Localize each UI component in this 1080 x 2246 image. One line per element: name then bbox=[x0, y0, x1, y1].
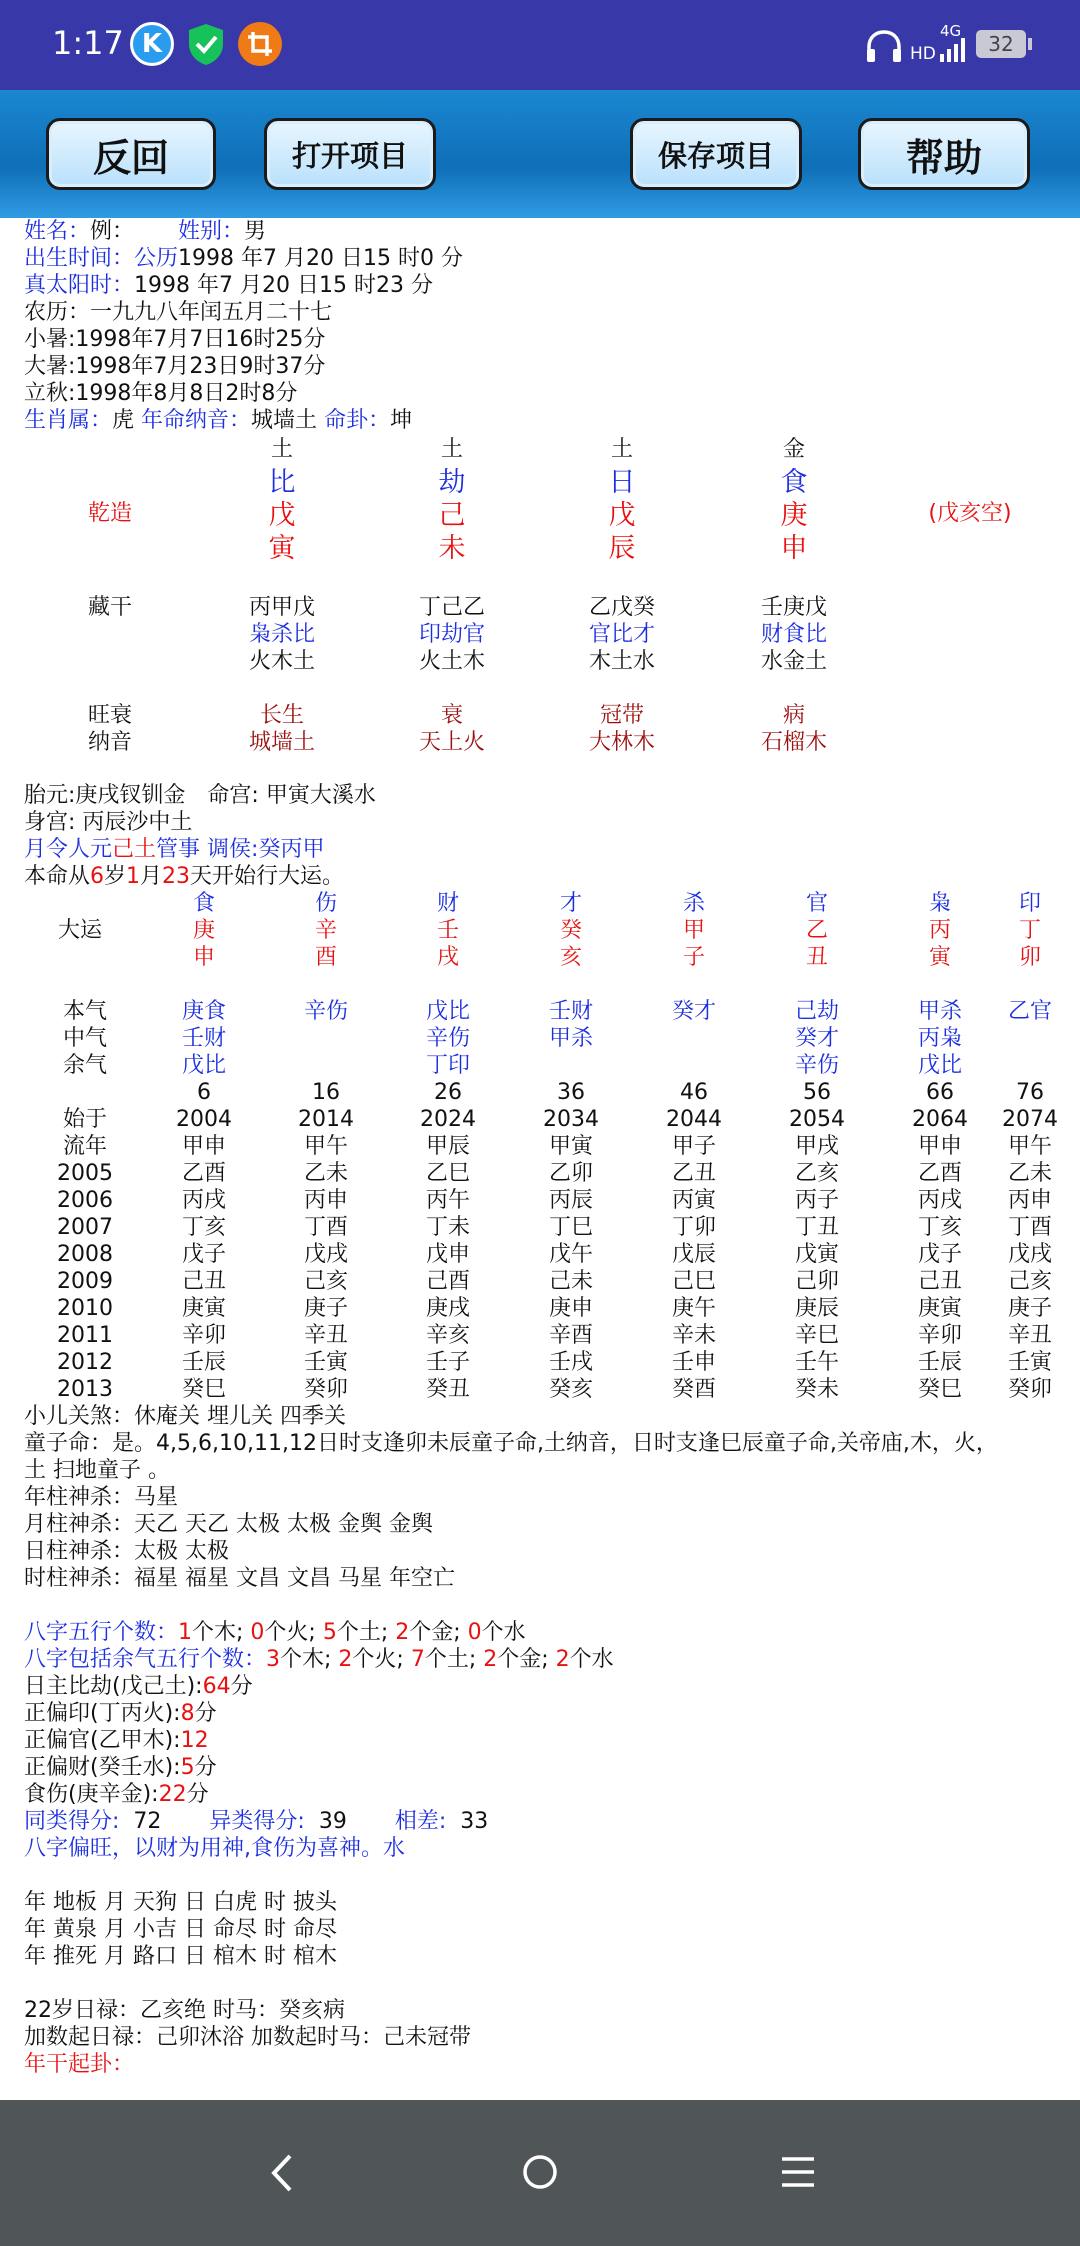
help-button[interactable]: 帮助 bbox=[858, 118, 1030, 190]
score-shishang-row: 食伤(庚辛金):22分 bbox=[24, 1782, 209, 1807]
dayun-age-7: 66 bbox=[926, 1080, 954, 1105]
dayun-zhi-3: 戌 bbox=[436, 945, 459, 970]
dayun-zhongqi-6: 癸才 bbox=[794, 1026, 839, 1051]
liunian-cell: 辛巳 bbox=[794, 1323, 839, 1348]
back-button[interactable]: 反回 bbox=[46, 118, 216, 190]
liunian-cell: 辛未 bbox=[671, 1323, 716, 1348]
liunian-cell: 癸巳 bbox=[181, 1377, 226, 1402]
dayun-gan-2: 辛 bbox=[314, 918, 337, 943]
xiaoerguan-row: 小儿关煞：休庵关 埋儿关 四季关 bbox=[24, 1404, 346, 1429]
wangshuai-label: 旺衰 bbox=[87, 703, 132, 728]
pillar-canggan-4: 壬庚戊 bbox=[760, 595, 827, 620]
back-nav-icon[interactable] bbox=[262, 2150, 302, 2200]
dayun-zhi-6: 丑 bbox=[805, 945, 828, 970]
liunian-year-label: 2009 bbox=[57, 1269, 113, 1294]
battery-tip bbox=[1028, 38, 1032, 50]
pillar-zhi-3: 辰 bbox=[608, 533, 636, 564]
dayun-zhongqi-4: 甲杀 bbox=[548, 1026, 593, 1051]
dayun-age-4: 36 bbox=[557, 1080, 585, 1105]
open-project-button[interactable]: 打开项目 bbox=[264, 118, 436, 190]
canggan-label: 藏干 bbox=[87, 595, 132, 620]
liunian-cell: 甲寅 bbox=[548, 1134, 593, 1159]
dayun-yuqi-6: 辛伤 bbox=[794, 1053, 839, 1078]
tongzi-row-1: 童子命：是。4,5,6,10,11,12日时支逢卯未辰童子命,土纳音，日时支逢巳辰童子命,关帝庙,木，火， bbox=[24, 1431, 998, 1456]
bazi-report bbox=[0, 218, 1080, 2100]
clock: 1:17 bbox=[52, 24, 124, 62]
liunian-cell: 丙寅 bbox=[671, 1188, 716, 1213]
liunian-cell: 癸丑 bbox=[425, 1377, 470, 1402]
liunian-cell: 丙申 bbox=[1007, 1188, 1052, 1213]
dayun-benqi-6: 己劫 bbox=[794, 999, 839, 1024]
dayun-yuqi-7: 戊比 bbox=[917, 1053, 962, 1078]
qigua-row: 年干起卦： bbox=[24, 2052, 135, 2077]
liunian-cell: 辛亥 bbox=[425, 1323, 470, 1348]
liunian-cell: 甲午 bbox=[303, 1134, 348, 1159]
dayun-start-year-4: 2034 bbox=[543, 1107, 599, 1132]
pillar-zhi-2: 未 bbox=[438, 533, 466, 564]
hd-label: HD bbox=[910, 44, 936, 64]
liunian-cell: 戊辰 bbox=[671, 1242, 716, 1267]
conclusion-row: 八字偏旺，以财为用神,食伤为喜神。水 bbox=[24, 1836, 405, 1861]
dayun-yuqi-1: 戊比 bbox=[181, 1053, 226, 1078]
menu-nav-icon[interactable] bbox=[778, 2154, 818, 2194]
liunian-cell: 丁酉 bbox=[1007, 1215, 1052, 1240]
liunian-cell: 丙戌 bbox=[917, 1188, 962, 1213]
dayun-benqi-1: 庚食 bbox=[181, 999, 226, 1024]
liunian-cell: 癸亥 bbox=[548, 1377, 593, 1402]
liunian-year-label: 2006 bbox=[57, 1188, 113, 1213]
score-guan-row: 正偏官(乙甲木):12 bbox=[24, 1728, 209, 1753]
liunian-cell: 乙巳 bbox=[425, 1161, 470, 1186]
liunian-cell: 辛丑 bbox=[1007, 1323, 1052, 1348]
xiaoshu-row: 小暑:1998年7月7日16时25分 bbox=[24, 327, 326, 352]
liunian-cell: 丁酉 bbox=[303, 1215, 348, 1240]
liunian-cell: 庚寅 bbox=[917, 1296, 962, 1321]
dayun-shishen-8: 印 bbox=[1018, 891, 1041, 916]
liunian-cell: 戊申 bbox=[425, 1242, 470, 1267]
tongzi-row-2: 土 扫地童子 。 bbox=[24, 1458, 170, 1483]
liunian-cell: 乙未 bbox=[303, 1161, 348, 1186]
dayun-shishen-4: 才 bbox=[559, 891, 582, 916]
dayun-shishen-3: 财 bbox=[436, 891, 459, 916]
dayun-start-year-3: 2024 bbox=[420, 1107, 476, 1132]
headphones-icon bbox=[864, 28, 904, 68]
liqiu-row: 立秋:1998年8月8日2时8分 bbox=[24, 381, 298, 406]
dayun-zhongqi-1: 壬财 bbox=[181, 1026, 226, 1051]
score-cai-row: 正偏财(癸壬水):5分 bbox=[24, 1755, 217, 1780]
liunian-year-label: 2008 bbox=[57, 1242, 113, 1267]
dayun-shishen-6: 官 bbox=[805, 891, 828, 916]
pillar-zhi-1: 寅 bbox=[268, 533, 296, 564]
liunian-cell: 甲午 bbox=[1007, 1134, 1052, 1159]
pillar-wuxing-3: 土 bbox=[610, 437, 633, 462]
liunian-year-label: 2005 bbox=[57, 1161, 113, 1186]
dayun-gan-3: 壬 bbox=[436, 918, 459, 943]
dayun-benqi-5: 癸才 bbox=[671, 999, 716, 1024]
shi-shensha-row: 时柱神杀：福星 福星 文昌 文昌 马星 年空亡 bbox=[24, 1566, 455, 1591]
liunian-cell: 丙戌 bbox=[181, 1188, 226, 1213]
system-nav-bar bbox=[0, 2100, 1080, 2246]
score-bijie-row: 日主比劫(戊己土):64分 bbox=[24, 1674, 253, 1699]
dayun-age-8: 76 bbox=[1016, 1080, 1044, 1105]
dayun-gan-6: 乙 bbox=[805, 918, 828, 943]
liunian-cell: 己丑 bbox=[181, 1269, 226, 1294]
dayun-benqi-4: 壬财 bbox=[548, 999, 593, 1024]
liunian-cell: 壬辰 bbox=[917, 1350, 962, 1375]
liunian-year-label: 2010 bbox=[57, 1296, 113, 1321]
pillar-wangshuai-4: 病 bbox=[782, 703, 805, 728]
liunian-cell: 癸未 bbox=[794, 1377, 839, 1402]
liunian-cell: 丙申 bbox=[303, 1188, 348, 1213]
pillar-nayin-3: 大林木 bbox=[588, 730, 655, 755]
dayun-gan-1: 庚 bbox=[192, 918, 215, 943]
liunian-cell: 甲申 bbox=[917, 1134, 962, 1159]
liunian-cell: 甲戌 bbox=[794, 1134, 839, 1159]
nian-shensha-row: 年柱神杀：马星 bbox=[24, 1485, 179, 1510]
name-row: 姓名：例： 姓别：男 bbox=[24, 219, 267, 244]
k-app-icon: K bbox=[130, 22, 174, 66]
liunian-cell: 庚子 bbox=[303, 1296, 348, 1321]
misc-row-1: 年 地板 月 天狗 日 白虎 时 披头 bbox=[24, 1890, 337, 1915]
save-project-button[interactable]: 保存项目 bbox=[630, 118, 802, 190]
wuxing-count-row: 八字五行个数：1个木; 0个火; 5个土; 2个金; 0个水 bbox=[24, 1620, 526, 1645]
dayun-age-6: 56 bbox=[803, 1080, 831, 1105]
shengong-row: 身宫: 丙辰沙中土 bbox=[24, 810, 193, 835]
liunian-cell: 壬寅 bbox=[1007, 1350, 1052, 1375]
pillar-canggan-2: 丁己乙 bbox=[418, 595, 485, 620]
pillar-canggan-shishen-2: 印劫官 bbox=[418, 622, 485, 647]
dayun-start-year-6: 2054 bbox=[789, 1107, 845, 1132]
zhongqi-label: 中气 bbox=[62, 1026, 107, 1051]
pillar-nayin-4: 石榴木 bbox=[760, 730, 827, 755]
liunian-cell: 己未 bbox=[548, 1269, 593, 1294]
pillar-wangshuai-2: 衰 bbox=[440, 703, 463, 728]
home-nav-icon[interactable] bbox=[520, 2152, 560, 2196]
toolbar bbox=[0, 90, 1080, 218]
true-solar-row: 真太阳时：1998 年7 月20 日15 时23 分 bbox=[24, 273, 433, 298]
pillar-shishen-3: 日 bbox=[608, 467, 636, 498]
pillar-canggan-1: 丙甲戊 bbox=[248, 595, 315, 620]
liunian-cell: 癸酉 bbox=[671, 1377, 716, 1402]
pillar-canggan-shishen-4: 财食比 bbox=[760, 622, 827, 647]
liunian-cell: 乙丑 bbox=[671, 1161, 716, 1186]
dayun-label: 大运 bbox=[57, 918, 102, 943]
dayun-zhi-2: 酉 bbox=[314, 945, 337, 970]
status-bar bbox=[0, 0, 1080, 90]
liunian-cell: 庚辰 bbox=[794, 1296, 839, 1321]
dayun-zhi-1: 申 bbox=[192, 945, 215, 970]
liunian-cell: 辛丑 bbox=[303, 1323, 348, 1348]
liunian-cell: 丙午 bbox=[425, 1188, 470, 1213]
liunian-cell: 丁卯 bbox=[671, 1215, 716, 1240]
pillar-zhi-4: 申 bbox=[780, 533, 808, 564]
pillar-wuxing-1: 土 bbox=[270, 437, 293, 462]
liunian-cell: 己亥 bbox=[1007, 1269, 1052, 1294]
qianzao-label: 乾造 bbox=[87, 501, 132, 526]
liunian-cell: 甲申 bbox=[181, 1134, 226, 1159]
dayun-gan-4: 癸 bbox=[559, 918, 582, 943]
misc-row-3: 年 推死 月 路口 日 棺木 时 棺木 bbox=[24, 1944, 337, 1969]
liunian-cell: 庚戌 bbox=[425, 1296, 470, 1321]
dayun-zhi-8: 卯 bbox=[1018, 945, 1041, 970]
liunian-cell: 壬午 bbox=[794, 1350, 839, 1375]
lunar-row: 农历：一九九八年闰五月二十七 bbox=[24, 300, 333, 325]
dayun-gan-5: 甲 bbox=[682, 918, 705, 943]
dayun-zhi-5: 子 bbox=[682, 945, 705, 970]
liunian-cell: 壬辰 bbox=[181, 1350, 226, 1375]
liunian-cell: 己卯 bbox=[794, 1269, 839, 1294]
rilu-row: 22岁日禄：乙亥绝 时马：癸亥病 bbox=[24, 1998, 345, 2023]
liunian-cell: 壬寅 bbox=[303, 1350, 348, 1375]
yueling-row: 月令人元己土管事 调侯:癸丙甲 bbox=[24, 837, 325, 862]
dayun-age-3: 26 bbox=[434, 1080, 462, 1105]
liunian-cell: 戊午 bbox=[548, 1242, 593, 1267]
pillar-shishen-2: 劫 bbox=[438, 467, 466, 498]
liunian-cell: 丁未 bbox=[425, 1215, 470, 1240]
pillar-nayin-1: 城墙土 bbox=[248, 730, 315, 755]
liunian-cell: 壬申 bbox=[671, 1350, 716, 1375]
tongyi-row: 同类得分: 72 异类得分: 39 相差: 33 bbox=[24, 1809, 489, 1834]
dayun-age-2: 16 bbox=[312, 1080, 340, 1105]
liunian-cell: 己丑 bbox=[917, 1269, 962, 1294]
liunian-cell: 癸卯 bbox=[303, 1377, 348, 1402]
benqi-label: 本气 bbox=[62, 999, 107, 1024]
liunian-year-label: 2011 bbox=[57, 1323, 113, 1348]
dayun-shishen-5: 杀 bbox=[682, 891, 705, 916]
dayun-shishen-2: 伤 bbox=[314, 891, 337, 916]
dayun-gan-7: 丙 bbox=[928, 918, 951, 943]
wuxing-count2-row: 八字包括余气五行个数：3个木; 2个火; 7个土; 2个金; 2个水 bbox=[24, 1647, 614, 1672]
liunian-cell: 戊子 bbox=[181, 1242, 226, 1267]
liunian-cell: 戊子 bbox=[917, 1242, 962, 1267]
pillar-shishen-4: 食 bbox=[780, 467, 808, 498]
liunian-cell: 壬子 bbox=[425, 1350, 470, 1375]
pillar-wuxing-4: 金 bbox=[782, 437, 805, 462]
score-yin-row: 正偏印(丁丙火):8分 bbox=[24, 1701, 217, 1726]
liunian-cell: 辛卯 bbox=[917, 1323, 962, 1348]
dayun-age-5: 46 bbox=[680, 1080, 708, 1105]
liunian-cell: 庚申 bbox=[548, 1296, 593, 1321]
liunian-cell: 庚午 bbox=[671, 1296, 716, 1321]
liunian-cell: 戊戌 bbox=[303, 1242, 348, 1267]
birth-row: 出生时间：公历1998 年7 月20 日15 时0 分 bbox=[24, 246, 463, 271]
liunian-cell: 乙亥 bbox=[794, 1161, 839, 1186]
dayun-zhi-7: 寅 bbox=[928, 945, 951, 970]
signal-icon bbox=[940, 38, 970, 66]
dayun-benqi-8: 乙官 bbox=[1007, 999, 1052, 1024]
dayun-benqi-2: 辛伤 bbox=[303, 999, 348, 1024]
liunian-cell: 乙卯 bbox=[548, 1161, 593, 1186]
dayun-start-year-5: 2044 bbox=[666, 1107, 722, 1132]
liunian-cell: 己巳 bbox=[671, 1269, 716, 1294]
liunian-cell: 戊戌 bbox=[1007, 1242, 1052, 1267]
dayun-start-year-8: 2074 bbox=[1002, 1107, 1058, 1132]
pillar-canggan-3: 乙戊癸 bbox=[588, 595, 655, 620]
pillar-gan-1: 戊 bbox=[268, 500, 296, 531]
liunian-cell: 丁丑 bbox=[794, 1215, 839, 1240]
crop-app-icon bbox=[238, 22, 282, 66]
yuqi-label: 余气 bbox=[62, 1053, 107, 1078]
liunian-cell: 丙辰 bbox=[548, 1188, 593, 1213]
pillar-wuxing-2: 土 bbox=[440, 437, 463, 462]
pillar-canggan-shishen-3: 官比才 bbox=[588, 622, 655, 647]
kong-label: (戊亥空) bbox=[928, 501, 1012, 526]
dayun-start-year-1: 2004 bbox=[176, 1107, 232, 1132]
dayun-zhongqi-3: 辛伤 bbox=[425, 1026, 470, 1051]
battery-icon: 32 bbox=[976, 30, 1026, 58]
taiyuan-row: 胎元:庚戌钗钏金 命宫: 甲寅大溪水 bbox=[24, 783, 376, 808]
yue-shensha-row: 月柱神杀：天乙 天乙 太极 太极 金舆 金舆 bbox=[24, 1512, 433, 1537]
liunian-cell: 辛酉 bbox=[548, 1323, 593, 1348]
liunian-cell: 丁亥 bbox=[917, 1215, 962, 1240]
network-label: 4G bbox=[940, 22, 962, 40]
liunian-year-label: 2012 bbox=[57, 1350, 113, 1375]
liunian-cell: 甲子 bbox=[671, 1134, 716, 1159]
liunian-cell: 庚子 bbox=[1007, 1296, 1052, 1321]
nayin-label: 纳音 bbox=[87, 730, 132, 755]
zodiac-row: 生肖属：虎 年命纳音：城墙土 命卦：坤 bbox=[24, 408, 413, 433]
dayun-zhi-4: 亥 bbox=[559, 945, 582, 970]
liunian-cell: 己亥 bbox=[303, 1269, 348, 1294]
shiyu-label: 始于 bbox=[62, 1107, 107, 1132]
dayun-shishen-1: 食 bbox=[192, 891, 215, 916]
dayun-start-year-7: 2064 bbox=[912, 1107, 968, 1132]
liunian-cell: 乙酉 bbox=[181, 1161, 226, 1186]
pillar-canggan-wuxing-2: 火土木 bbox=[418, 649, 485, 674]
pillar-nayin-2: 天上火 bbox=[418, 730, 485, 755]
pillar-canggan-wuxing-4: 水金土 bbox=[760, 649, 827, 674]
liunian-cell: 壬戌 bbox=[548, 1350, 593, 1375]
liunian-cell: 丁亥 bbox=[181, 1215, 226, 1240]
pillar-gan-3: 戊 bbox=[608, 500, 636, 531]
dayun-gan-8: 丁 bbox=[1018, 918, 1041, 943]
dayun-benqi-3: 戊比 bbox=[425, 999, 470, 1024]
liunian-cell: 乙酉 bbox=[917, 1161, 962, 1186]
jiashu-row: 加数起日禄：己卯沐浴 加数起时马：己未冠带 bbox=[24, 2025, 471, 2050]
dayun-benqi-7: 甲杀 bbox=[917, 999, 962, 1024]
liunian-year-label: 2007 bbox=[57, 1215, 113, 1240]
pillar-wangshuai-3: 冠带 bbox=[599, 703, 644, 728]
liunian-cell: 丙子 bbox=[794, 1188, 839, 1213]
pillar-wangshuai-1: 长生 bbox=[259, 703, 304, 728]
liunian-cell: 丁巳 bbox=[548, 1215, 593, 1240]
dayun-yuqi-3: 丁印 bbox=[425, 1053, 470, 1078]
pillar-shishen-1: 比 bbox=[268, 467, 296, 498]
dayun-age-1: 6 bbox=[197, 1080, 211, 1105]
liunian-cell: 辛卯 bbox=[181, 1323, 226, 1348]
liunian-year-label: 2013 bbox=[57, 1377, 113, 1402]
pillar-gan-4: 庚 bbox=[780, 500, 808, 531]
liunian-cell: 戊寅 bbox=[794, 1242, 839, 1267]
pillar-canggan-shishen-1: 枭杀比 bbox=[248, 622, 315, 647]
liunian-cell: 癸卯 bbox=[1007, 1377, 1052, 1402]
dayun-start-year-2: 2014 bbox=[298, 1107, 354, 1132]
shield-check-icon bbox=[186, 22, 226, 66]
ri-shensha-row: 日柱神杀：太极 太极 bbox=[24, 1539, 229, 1564]
pillar-canggan-wuxing-3: 木土水 bbox=[588, 649, 655, 674]
liunian-cell: 乙未 bbox=[1007, 1161, 1052, 1186]
liunian-label: 流年 bbox=[62, 1134, 107, 1159]
pillar-canggan-wuxing-1: 火木土 bbox=[248, 649, 315, 674]
liunian-cell: 己酉 bbox=[425, 1269, 470, 1294]
qiyun-row: 本命从6岁1月23天开始行大运。 bbox=[24, 864, 345, 889]
dayun-shishen-7: 枭 bbox=[928, 891, 951, 916]
dayun-zhongqi-7: 丙枭 bbox=[917, 1026, 962, 1051]
liunian-cell: 癸巳 bbox=[917, 1377, 962, 1402]
liunian-cell: 甲辰 bbox=[425, 1134, 470, 1159]
liunian-cell: 庚寅 bbox=[181, 1296, 226, 1321]
misc-row-2: 年 黄泉 月 小吉 日 命尽 时 命尽 bbox=[24, 1917, 337, 1942]
pillar-gan-2: 己 bbox=[438, 500, 466, 531]
dashu-row: 大暑:1998年7月23日9时37分 bbox=[24, 354, 326, 379]
